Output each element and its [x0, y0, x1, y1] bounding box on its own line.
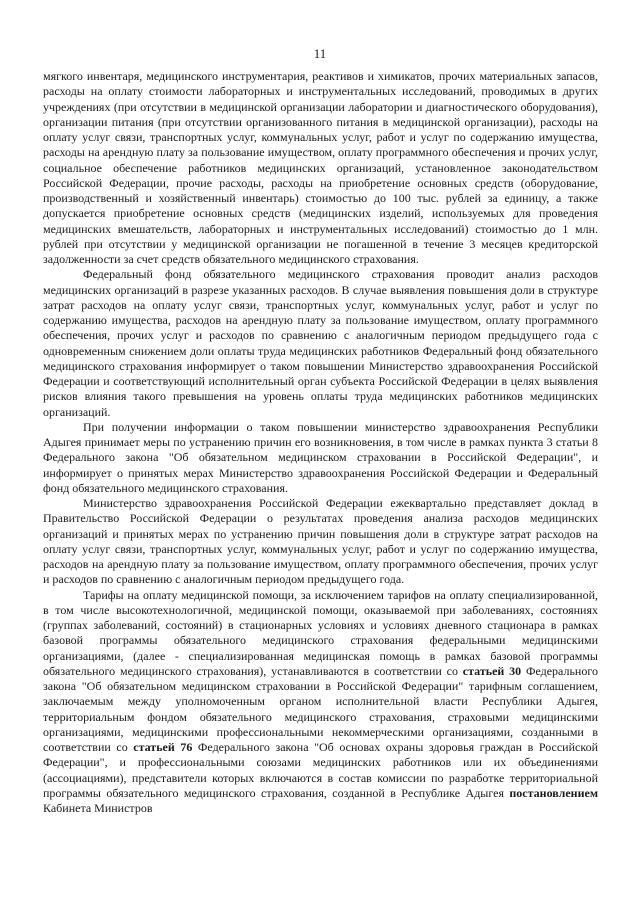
text-run: Федеральный фонд обязательного медицинского страхования проводит анализ расходов медицинских организаций в разрезе указанных расходов. В случае выявления повышения доли в структуре затрат расходов на оплату услуг связи, транспортных услуг, коммунальных услуг, работ и услуг по содержанию имущества, расходов на арендную плату за пользование имуществом, оплату программного обеспечения, прочих услуг и расходов по сравнению с аналогичным периодом предыдущего года с одновременным снижением доли оплаты труда медицинских работников Федеральный фонд обязательного медицинского страхования информирует о таком повышении Министерство здравоохранения Российской Федерации и соответствующий исполнительный орган субъекта Российской Федерации в целях выявления рисков влияния такого превышения на уровень оплаты труда медицинских работников медицинских организаций. [43, 267, 598, 419]
text-run: Федерального закона "Об обязательном медицинском страховании в Российской Федерации" тарифным соглашением, заключаемым между уполномоченным органом исполнительной власти Республики Адыгея, территориальным фондом обязательного медицинского страхования, страховыми медицинскими организациями, медицинскими профессиональными некоммерческими организациями, созданными в соответствии со [43, 663, 598, 754]
text-run: При получении информации о таком повышении министерство здравоохранения Республики Адыгея принимает меры по устранению причин его возникновения, в том числе в рамках пункта 3 статьи 8 Федерального закона "Об обязательном медицинском страховании в Российской Федерации", и информирует о принятых мерах Министерство здравоохранения Российской Федерации и Федеральный фонд обязательного медицинского страхования. [43, 419, 598, 495]
page-number: 11 [313, 46, 327, 61]
text-run: мягкого инвентаря, медицинского инструментария, реактивов и химикатов, прочих материальных запасов, расходы на оплату стоимости лабораторных и инструментальных исследований, проводимых в других учреждениях (при отсутствии в медицинской организации лаборатории и диагностического оборудования), организации питания (при отсутствии организованного питания в медицинской организации), расходы на оплату услуг связи, транспортных услуг, коммунальных услуг, работ и услуг по содержанию имущества, расходы на арендную плату за пользование имуществом, оплату программного обеспечения и прочих услуг, социальное обеспечение работников медицинских организаций, установленное законодательством Российской Федерации, прочие расходы, расходы на приобретение основных средств (оборудование, производственный и хозяйственный инвентарь) стоимостью до 100 тыс. рублей за единицу, а также допускается приобретение основных средств (медицинских изделий, используемых для проведения медицинских вмешательств, лабораторных и инструментальных исследований) стоимостью до 1 млн. рублей при отсутствии у медицинской организации не погашенной в течение 3 месяцев кредиторской задолженности за счет средств обязательного медицинского страхования. [43, 69, 598, 266]
paragraph [43, 69, 598, 267]
paragraph [43, 588, 598, 817]
document-body [43, 69, 598, 816]
text-run: Федерального закона "Об основах охраны здоровья граждан в Российской Федерации", и профессиональными союзами медицинских работников или их объединениями (ассоциациями), представители которых включаются в состав комиссии по разработке территориальной программы обязательного медицинского страхования, созданной в Республике Адыгея [43, 740, 598, 800]
bold-reference: статьей 30 [462, 663, 522, 678]
bold-reference: статьей 76 [133, 740, 193, 754]
bold-reference: постановлением [509, 785, 598, 800]
text-run: Министерство здравоохранения Российской Федерации ежеквартально представляет доклад в Правительство Российской Федерации о результатах проведения анализа расходов медицинских организаций и принятых мерах по устранению причин повышения доли в структуре затрат расходов на оплату услуг связи, транспортных услуг, коммунальных услуг, работ и услуг по содержанию имущества, расходов на арендную плату за пользование имуществом, оплату программного обеспечения, прочих услуг и расходов по сравнению с аналогичным периодом предыдущего года. [43, 496, 598, 587]
text-run: Кабинета Министров [43, 801, 153, 815]
paragraph [43, 496, 598, 588]
text-run: Тарифы на оплату медицинской помощи, за исключением тарифов на оплату специализированной, в том числе высокотехнологичной, медицинской помощи, оказываемой при заболеваниях, состояниях (группах заболеваний, состояний) в стационарных условиях и условиях дневного стационара в рамках базовой программы обязательного медицинского страхования федеральными медицинскими организациями, (далее - специализированная медицинская помощь в рамках базовой программы обязательного медицинского страхования), устанавливаются в соответствии со [43, 587, 598, 678]
paragraph [43, 267, 598, 420]
paragraph [43, 420, 598, 496]
